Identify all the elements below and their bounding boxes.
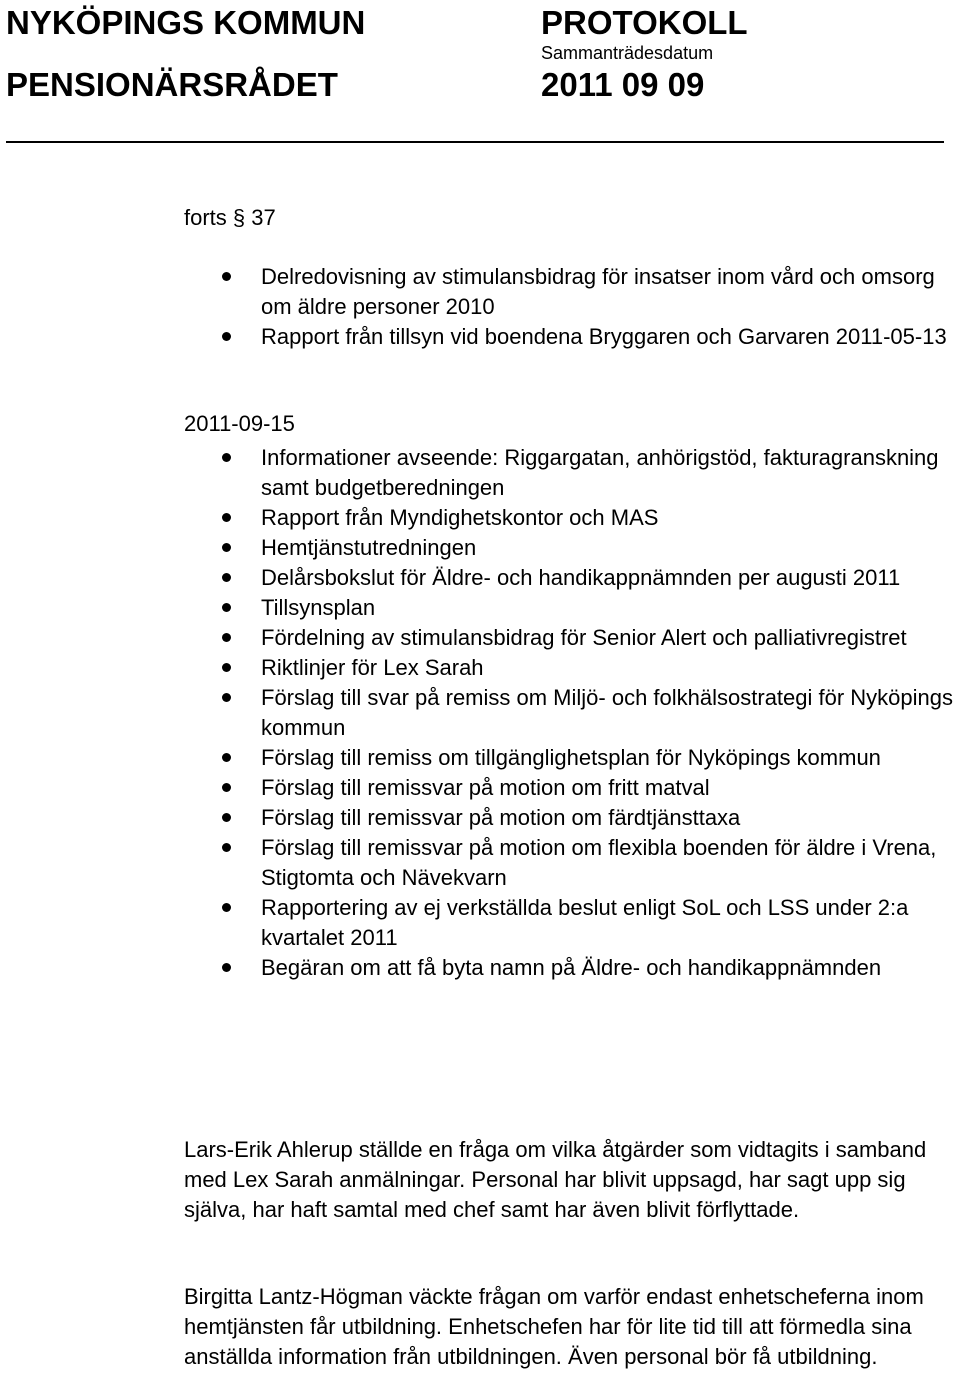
agenda-list-1 <box>184 262 960 352</box>
list-item-text: Förslag till remissvar på motion om färdtjänsttaxa <box>261 805 741 830</box>
bullet-icon <box>222 963 231 972</box>
meeting-date: 2011 09 09 <box>541 66 705 103</box>
header-divider <box>6 141 944 143</box>
list-item <box>184 563 960 593</box>
list-item-text: Rapport från tillsyn vid boendena Bryggaren och Garvaren 2011-05-13 <box>261 324 947 349</box>
list-item-text: Riktlinjer för Lex Sarah <box>261 655 484 680</box>
list-item-text: Begäran om att få byta namn på Äldre- och handikappnämnden <box>261 955 882 980</box>
list-item-text: Delårsbokslut för Äldre- och handikappnämnden per augusti 2011 <box>261 565 901 590</box>
list-item <box>184 623 960 653</box>
list-item <box>184 953 960 983</box>
list-item <box>184 443 960 503</box>
list-item <box>184 593 960 623</box>
list-item-text: Rapportering av ej verkställda beslut enligt SoL och LSS under 2:a kvartalet 2011 <box>261 895 909 950</box>
list-item-text: Informationer avseende: Riggargatan, anhörigstöd, fakturagranskning samt budgetberedningen <box>261 445 939 500</box>
bullet-icon <box>222 663 231 672</box>
bullet-icon <box>222 332 231 341</box>
board-name: PENSIONÄRSRÅDET <box>6 66 338 103</box>
bullet-icon <box>222 843 231 852</box>
list-item-text: Förslag till remissvar på motion om fritt matval <box>261 775 710 800</box>
list-item <box>184 833 960 893</box>
bullet-icon <box>222 693 231 702</box>
bullet-icon <box>222 813 231 822</box>
list-item <box>184 503 960 533</box>
list-item-text: Delredovisning av stimulansbidrag för insatser inom vård och omsorg om äldre personer 2010 <box>261 264 935 319</box>
list-item-text: Hemtjänstutredningen <box>261 535 477 560</box>
list-item <box>184 743 960 773</box>
list-item-text: Förslag till svar på remiss om Miljö- och folkhälsostrategi för Nyköpings kommun <box>261 685 954 740</box>
meeting-date-label: Sammanträdesdatum <box>541 43 714 63</box>
list-item <box>184 653 960 683</box>
list-item-text: Fördelning av stimulansbidrag för Senior Alert och palliativregistret <box>261 625 907 650</box>
list-item-text: Tillsynsplan <box>261 595 376 620</box>
bullet-icon <box>222 573 231 582</box>
bullet-icon <box>222 903 231 912</box>
list-item <box>184 893 960 953</box>
section-date: 2011-09-15 <box>184 411 295 436</box>
bullet-icon <box>222 272 231 281</box>
list-item-text: Rapport från Myndighetskontor och MAS <box>261 505 659 530</box>
bullet-icon <box>222 603 231 612</box>
bullet-icon <box>222 543 231 552</box>
paragraph-lantz-hogman: Birgitta Lantz-Högman väckte frågan om varför endast enhetscheferna inom hemtjänsten får utbildning. Enhetschefen har för lite tid till att förmedla sina anställda information från utbildningen. Även personal bör få utbildning. <box>184 1284 924 1369</box>
list-item <box>184 533 960 563</box>
list-item <box>184 262 960 322</box>
list-item <box>184 803 960 833</box>
organization-name: NYKÖPINGS KOMMUN <box>6 4 366 41</box>
list-item <box>184 773 960 803</box>
document-type: PROTOKOLL <box>541 4 748 41</box>
list-item-text: Förslag till remissvar på motion om flexibla boenden för äldre i Vrena, Stigtomta och Nävekvarn <box>261 835 937 890</box>
section-reference: forts § 37 <box>184 205 276 230</box>
list-item <box>184 683 960 743</box>
agenda-list-2 <box>184 443 960 983</box>
list-item-text: Förslag till remiss om tillgänglighetsplan för Nyköpings kommun <box>261 745 881 770</box>
bullet-icon <box>222 453 231 462</box>
bullet-icon <box>222 753 231 762</box>
bullet-icon <box>222 513 231 522</box>
paragraph-ahlerup: Lars-Erik Ahlerup ställde en fråga om vilka åtgärder som vidtagits i samband med Lex Sarah anmälningar. Personal har blivit uppsagd, har sagt upp sig själva, har haft samtal med chef samt har även blivit förflyttade. <box>184 1137 927 1222</box>
bullet-icon <box>222 783 231 792</box>
list-item <box>184 322 960 352</box>
bullet-icon <box>222 633 231 642</box>
